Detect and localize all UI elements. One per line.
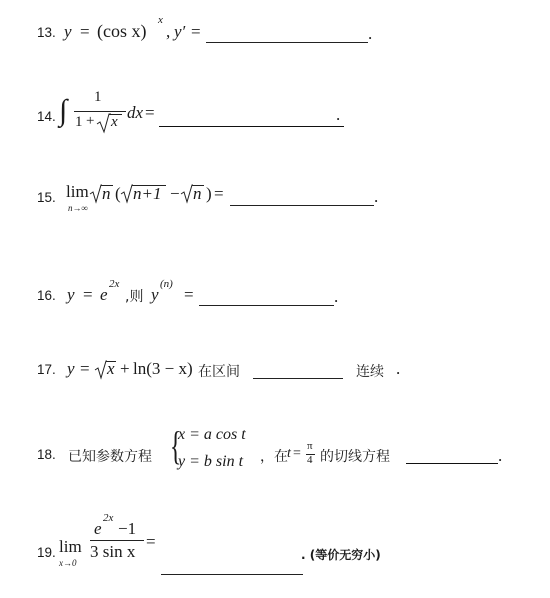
math-y: y [151,285,159,304]
math-exponent: 2x [109,278,120,290]
limit-subscript: x→0 [59,558,77,568]
numerator-base: e [94,519,102,538]
math-lhs: y [64,22,72,41]
math-equals: = [83,285,93,304]
radical-sign [121,184,133,203]
math-separator: , [166,22,171,41]
minus-sign: − [170,184,180,203]
end-period: . [336,105,341,124]
radical-sign [90,184,102,203]
problem-number: 19. [37,545,56,560]
math-equals: = [191,22,201,41]
radicand: x [111,114,118,130]
radicand: x [107,359,115,378]
integral-sign: ∫ [59,94,68,127]
end-period: . [368,24,373,43]
limit-subscript: n→∞ [68,203,88,213]
math-base: (cos x) [97,21,147,41]
math-derivative: y′ [174,22,186,41]
fraction-denominator: 4 [307,454,313,466]
fraction-numerator: 1 [94,89,102,105]
math-equals: = [80,22,90,41]
end-period: . [498,446,503,465]
answer-blank[interactable] [206,42,368,43]
denominator-plus: + [86,113,95,129]
math-equals: = [293,446,301,461]
math-t: t [287,446,291,461]
answer-blank[interactable] [161,574,303,575]
problem-16 [0,272,550,332]
problem-19 [0,512,550,585]
problem-number: 13. [37,25,56,40]
open-paren: ( [115,184,121,203]
problem-17 [0,346,550,406]
text-then: ,则 [125,289,144,305]
brace-icon: { [169,423,182,468]
problem-number: 14. [37,109,56,124]
text-interval: 在区间 [198,364,240,380]
problem-13 [0,12,550,72]
answer-blank[interactable] [253,378,343,379]
radicand: n [193,184,202,203]
end-period: . [396,359,401,378]
problem-number: 16. [37,288,56,303]
numerator-minus-one: −1 [118,519,137,538]
math-equals: = [214,184,224,203]
problem-number: 18. [37,447,56,462]
fraction-denominator: 3 sin x [90,542,136,561]
plus-sign: + [120,359,130,378]
math-lhs: y [67,359,75,378]
math-equals: = [145,103,155,122]
answer-blank[interactable] [159,126,344,127]
end-period: . [374,187,379,206]
text-equivalent-infinitesimal: . (等价无穷小) [301,548,381,562]
text-known-parametric: 已知参数方程 [68,449,152,465]
text-tangent-equation: 的切线方程 [320,449,390,465]
math-equals: = [146,532,156,551]
math-equals: = [80,359,90,378]
fraction-numerator: π [307,440,313,452]
math-superscript: (n) [160,278,173,290]
log-term: ln(3 − x) [133,359,193,378]
radicand: n+1 [133,184,162,203]
radical-sign [95,360,107,379]
denominator-one: 1 [75,114,83,130]
problem-number: 17. [37,362,56,377]
differential: dx [127,103,144,122]
answer-blank[interactable] [199,305,334,306]
radicand: n [102,184,111,203]
math-lhs: y [67,285,75,304]
fraction-bar [74,111,126,112]
parametric-x: x = a cos t [178,426,246,443]
parametric-y: y = b sin t [178,453,244,470]
limit-operator: lim [59,537,82,556]
close-paren: ) [206,184,212,203]
numerator-exponent: 2x [103,512,114,524]
problem-14 [0,88,550,148]
math-exponent: x [158,14,163,26]
radical-sign [181,184,193,203]
fraction-bar [90,540,144,541]
problem-18 [0,420,550,480]
limit-operator: lim [66,182,89,201]
math-base: e [100,285,108,304]
radical-sign [97,113,111,133]
problem-15 [0,172,550,232]
problem-number: 15. [37,190,56,205]
answer-blank[interactable] [406,463,498,464]
math-equals: = [184,285,194,304]
text-continuous: 连续 [356,364,384,380]
answer-blank[interactable] [230,205,374,206]
end-period: . [334,287,339,306]
text-at: ，在 [260,449,288,465]
